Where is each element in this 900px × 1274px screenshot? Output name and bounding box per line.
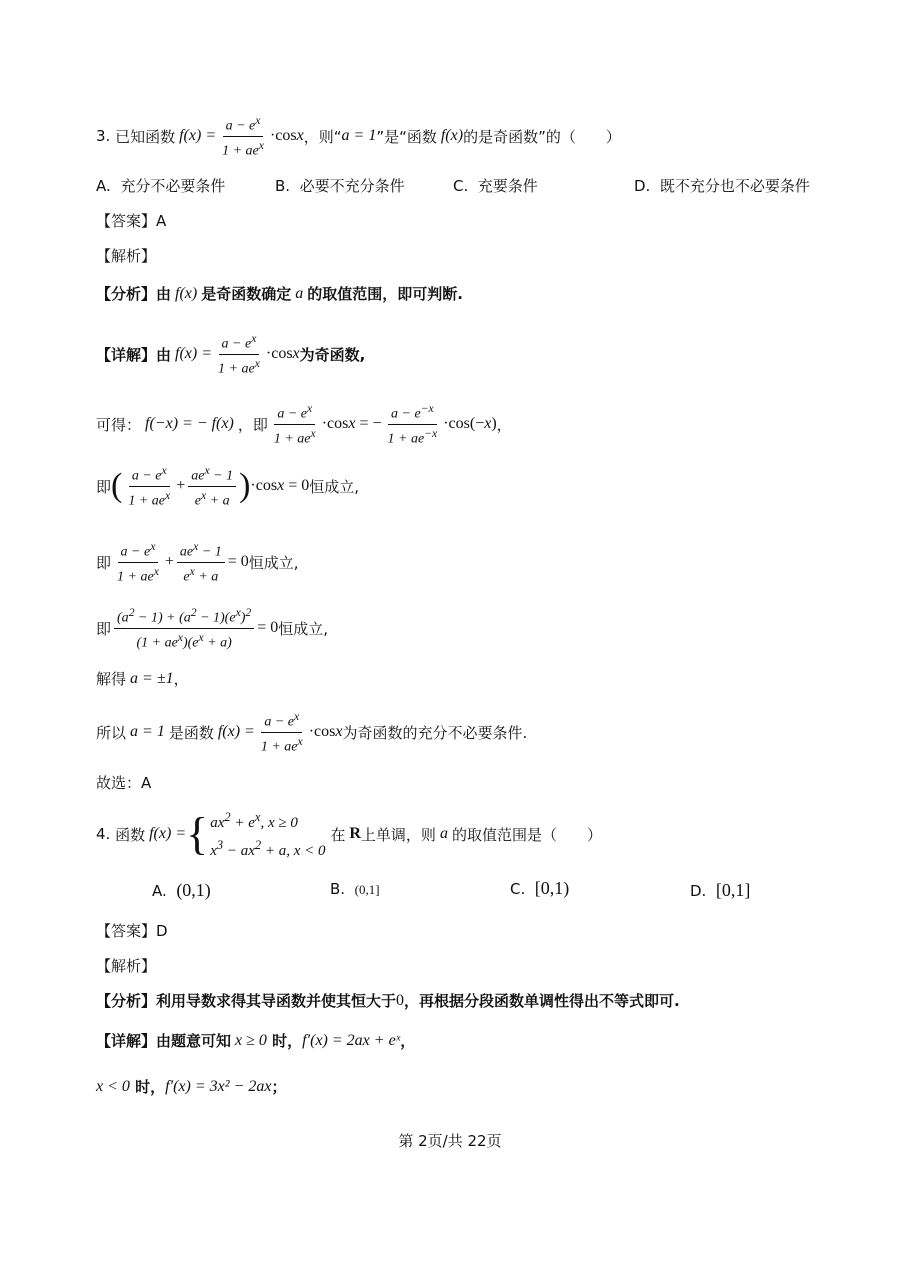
q4-analysis: 【解析】 bbox=[96, 957, 157, 975]
q3-fraction: $\frac{a - e^x}{1 + ae^x}$ bbox=[222, 114, 264, 159]
q4-fenxi: 【分析】 利用导数求得其导函数并使其恒大于 0 ，再根据分段函数单调性得出不等式即可. bbox=[96, 991, 680, 1010]
q3-fx: f(x) = bbox=[175, 127, 217, 145]
q4-option-c: C. [0,1) bbox=[510, 878, 570, 898]
q3-cond: a = 1 bbox=[341, 127, 377, 145]
q3-step1: 可得： f(−x) = − f(x) ，即 $\frac{a - e^x}{1 + ae^x}$ ·cosx = − $\frac{a - e^{-x}}{1 + ae^{-x}}$ ·cos(−x) ， bbox=[96, 402, 512, 447]
q3-xiangjie: 【详解】 由 f(x) = $\frac{a - e^x}{1 + ae^x}$ ·cosx 为奇函数, bbox=[96, 332, 366, 377]
q3-step3: 即 $\frac{a - e^x}{1 + ae^x}$ + $\frac{ae^x - 1}{e^x + a}$ = 0 恒成立, bbox=[96, 540, 299, 585]
q3-option-b: B. 必要不充分条件 bbox=[275, 177, 405, 195]
q4-answer: 【答案】 D bbox=[96, 921, 168, 940]
q3-stem-mid1: ，则“ bbox=[303, 127, 342, 146]
page-footer: 第 2页/共 22页 bbox=[398, 1132, 502, 1150]
q3-cos: ·cosx bbox=[269, 127, 304, 145]
q3-option-a: A. 充分不必要条件 bbox=[96, 177, 226, 195]
q3-option-c: C. 充要条件 bbox=[453, 177, 538, 195]
q3-analysis: 【解析】 bbox=[96, 247, 157, 265]
q3-answer: 【答案】 A bbox=[96, 211, 167, 230]
q4-xiangjie: 【详解】 由题意可知 x ≥ 0 时， f′(x) = 2ax + eˣ ， bbox=[96, 1031, 416, 1050]
q3-step2: 即 ( $\frac{a - e^x}{1 + ae^x}$ + $\frac{ae^x - 1}{e^x + a}$ ) ·cosx = 0 恒成立, bbox=[96, 464, 359, 509]
q4-line2: x < 0 时， f′(x) = 3x² − 2ax ； bbox=[96, 1077, 287, 1096]
q3-stem-mid2: ”是“函数 bbox=[376, 127, 437, 146]
q3-stem bbox=[96, 112, 621, 160]
q3-stem-pre: 已知函数 bbox=[115, 127, 176, 146]
q4-option-a: A. (0,1) bbox=[152, 880, 211, 900]
q3-number: 3. bbox=[96, 127, 111, 146]
q4-stem: 4. 函数 f(x) = { $ax^2 + e^x$, x ≥ 0 $x^3 - ax^2 + a$, x < 0 在 R 上单调，则 a 的取值范围是（ ） bbox=[96, 808, 602, 859]
q3-option-d: D. 既不充分也不必要条件 bbox=[634, 177, 810, 195]
q3-step6: 所以 a = 1 是函数 f(x) = $\frac{a - e^x}{1 + ae^x}$ ·cosx 为奇函数的充分不必要条件. bbox=[96, 710, 528, 755]
q3-choice: 故选： A bbox=[96, 773, 152, 792]
q4-option-b: B. (0,1] bbox=[330, 880, 380, 898]
q3-stem-post: 的是奇函数”的（ ） bbox=[463, 127, 621, 146]
q3-step4: 即 $\frac{(a^2 - 1) + (a^2 - 1)(e^x)^2}{(1 + ae^x)(e^x + a)}$ = 0 恒成立, bbox=[96, 606, 329, 651]
q3-fenxi: 【分析】 由 f(x) 是奇函数确定 a 的取值范围，即可判断. bbox=[96, 284, 463, 303]
q3-fx2: f(x) bbox=[436, 127, 464, 145]
q4-option-d: D. [0,1] bbox=[690, 880, 751, 900]
q3-step5: 解得 a = ±1 ， bbox=[96, 669, 189, 688]
